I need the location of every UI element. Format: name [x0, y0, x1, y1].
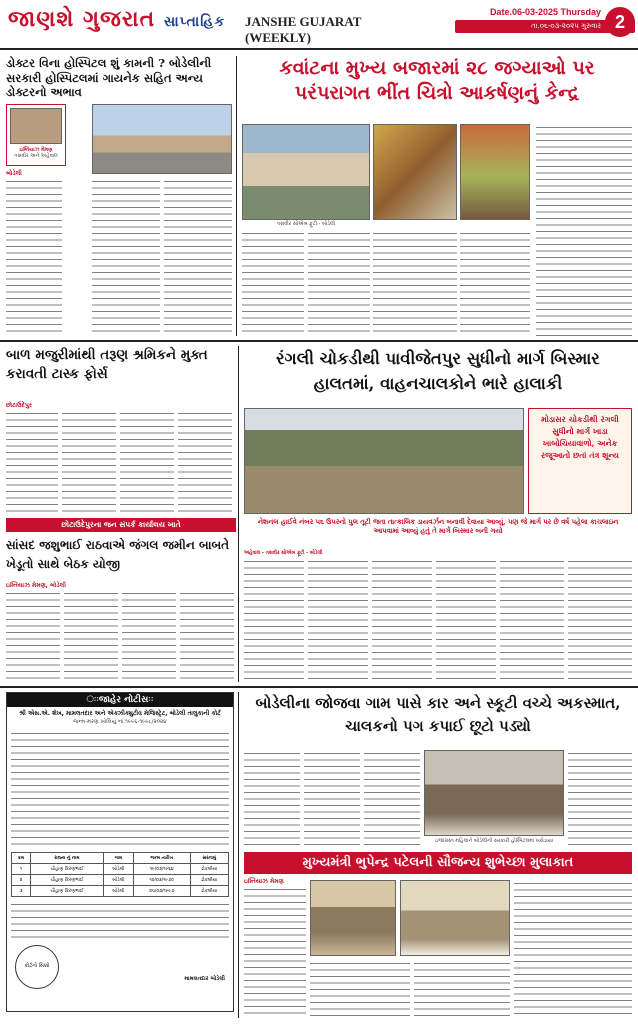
- story3-column-3: [120, 410, 174, 514]
- story1-dateline: [6, 170, 64, 178]
- date-gujarati: તા.૦૬-૦૩-૨૦૨૫ ગુરુવાર: [455, 20, 635, 33]
- story7-reporter-name: ઇમ્તિયાઝ મેમણ: [244, 878, 284, 885]
- table-row: [12, 886, 229, 897]
- story4-column-6: [568, 558, 632, 682]
- story2-column-1: [242, 230, 304, 336]
- column-divider: [236, 56, 237, 336]
- story4-column-4: [436, 558, 496, 682]
- story1-reporter-name: ઇમ્તિયાઝ મેમણ: [19, 147, 53, 153]
- story4-subhead-text: નેશનલ હાઈવે નંબર ૫૬ ઉપરનો પુલ તૂટી જતા તાત્કાલિક ડાયવર્ઝન બનાવી દેવાયા આવ્યું, પણ જે માર્ગ પર છે વર્ષ પહેલા કાચલાઇન આપવામાં આવ્યું હતું તે માર્ગ બિસ્માર બની ગયો: [257, 518, 619, 535]
- story7-headline-text: મુખ્યમંત્રી ભુપેન્દ્ર પટેલની સૌજન્ય શુભેચ્છા મુલાકાત: [302, 855, 574, 870]
- story5-headline: [6, 536, 236, 580]
- meeting-photo-1: [310, 880, 396, 956]
- table-cell: ૧૦/૦૩/૧૯૭૦: [133, 875, 190, 886]
- story3-column-1: [6, 410, 58, 514]
- table-cell: ૧: [12, 864, 31, 875]
- page-number: 2: [605, 7, 635, 37]
- masthead-name: JANSHE GUJARAT (WEEKLY): [245, 14, 362, 45]
- table-cell: ઢોકલીયા: [190, 864, 228, 875]
- notice-title: ઃઃજાહેર નોટીસઃઃ: [7, 693, 233, 707]
- court-seal: કોર્ટનો સિક્કો: [15, 945, 59, 989]
- table-cell: ઢોકલીયા: [190, 886, 228, 897]
- story1-headline: [6, 56, 232, 100]
- table-cell: ૨: [12, 875, 31, 886]
- notice-signatory: મામલતદાર બોડેલી: [184, 976, 225, 982]
- story4-column-5: [500, 558, 564, 682]
- story6-headline-text: બોડેલીના જોજવા ગામ પાસે કાર અને સ્કૂટી વચ્ચે અકસ્માત, ચાલકનો પગ કપાઈ છૂટો પડ્યો: [255, 694, 621, 735]
- notice-col-header: ગામ: [103, 853, 133, 864]
- story6-photo-caption: ઇજાગ્રસ્ત મહિલાને બોડેલીની સરકારી હોસ્પિટલમાં ખસેડાયા: [434, 838, 554, 844]
- story2-column-4: [460, 230, 530, 336]
- story2-column-5: [536, 124, 632, 336]
- reporter-photo: [10, 108, 62, 144]
- story4-headline: [244, 346, 632, 404]
- table-cell: ૩: [12, 886, 31, 897]
- story1-column-2: [92, 178, 160, 336]
- story4-sidebar: [528, 408, 632, 514]
- table-cell: ચૌહાણ કિરણભાઈ: [30, 864, 103, 875]
- story5-reporter: [6, 582, 126, 590]
- column-divider-2: [238, 346, 239, 682]
- story5-column-4: [180, 590, 234, 680]
- table-cell: બોડેલી: [103, 864, 133, 875]
- meeting-photo-2: [400, 880, 510, 956]
- masthead: [0, 0, 638, 50]
- table-cell: ઢોકલીયા: [190, 875, 228, 886]
- story5-column-1: [6, 590, 60, 680]
- story2-headline: [242, 56, 632, 120]
- table-row: [12, 875, 229, 886]
- mural-photo-2: [373, 124, 457, 220]
- date-english: Date.06-03-2025 Thursday: [489, 7, 601, 17]
- story7-column-3: [414, 960, 510, 1018]
- story6-headline: [244, 692, 632, 746]
- story5-reporter-name: ઇમ્તિયાઝ મેમણ, બોડેલી: [6, 582, 66, 589]
- story1-dateline-text: બોડેલી: [6, 170, 22, 177]
- story6-column-3: [364, 750, 420, 848]
- story5-column-3: [122, 590, 176, 680]
- story3-dateline: [6, 402, 64, 410]
- table-cell: ચૌહાણ કિરણભાઈ: [30, 875, 103, 886]
- road-photo: [244, 408, 524, 514]
- story4-column-3: [372, 558, 432, 682]
- story3-column-2: [62, 410, 116, 514]
- story1-column-1: [6, 178, 62, 336]
- story3-headline-text: બાળ મજુરીમાંથી તરૂણ શ્રમિકને મુક્ત કરાવતી ટાસ્ક ફોર્સ: [6, 347, 208, 382]
- table-row: [12, 864, 229, 875]
- accident-photo: [424, 750, 564, 836]
- story4-byline-text: અહેવાલ - તસવીર સોએબ ફૂટી - બોડેલી: [244, 551, 323, 556]
- story2-column-2: [308, 230, 370, 336]
- mural-photo-3: [460, 124, 530, 220]
- notice-col-header: રાજ્ય નું નામ: [30, 853, 103, 864]
- story5-headline-text: સાંસદ જશુભાઈ રાઠવાએ જંગલ જમીન બાબતે ખેડૂતો સાથે બેઠક યોજી: [6, 538, 230, 571]
- story4-subhead: [244, 518, 632, 546]
- story6-column-2: [304, 750, 360, 848]
- logo-subtitle: સાપ્તાહિક: [163, 14, 226, 30]
- story4-headline-text: રંગલી ચોકડીથી પાવીજેતપુર સુધીનો માર્ગ બિસ્માર હાલતમાં, વાહનચાલકોને ભારે હાલાકી: [276, 349, 600, 393]
- notice-col-header: જન્મ તારીખ: [133, 853, 190, 864]
- notice-footer-text: [11, 901, 229, 941]
- table-cell: બોડેલી: [103, 886, 133, 897]
- date-box: [455, 7, 635, 43]
- notice-col-header: સરનામું: [190, 853, 228, 864]
- story4-byline: [244, 550, 364, 556]
- notice-col-header: ક્રમ: [12, 853, 31, 864]
- story2-photo-caption: તસવીર સોએબ ફૂટી - બોડેલી: [276, 221, 336, 227]
- story4-sidebar-text: મોડાસર ચોકડીથી રંગલી સુધીનો માર્ગ ખાડા ખાબોચિયાવાળો, અનેક રજૂઆતો છતાં તંત્ર શૂન્ય: [541, 414, 619, 460]
- story3-dateline-text: છોટાઉદેપુર: [6, 402, 32, 409]
- story1-headline-text: ડોક્ટર વિના હોસ્પિટલ શું કામની ? બોડેલીની સરકારી હોસ્પિટલમાં ગાયનેક સહિત અન્ય ડોક્ટરનો અભાવ: [6, 56, 212, 99]
- story7-column-2: [310, 960, 410, 1018]
- notice-table: [11, 852, 229, 897]
- logo-text: જાણશે ગુજરાત: [8, 6, 156, 32]
- table-cell: ૧૯/૦૩/૧૯૬૪: [133, 864, 190, 875]
- section-divider-1: [0, 340, 638, 342]
- story4-column-2: [308, 558, 368, 682]
- story5-kicker: છોટાઉદેપુરના જન સંપર્ક કાર્યાલય ખાતે: [61, 520, 181, 529]
- story1-reporter-box: [6, 104, 66, 166]
- story5-kicker-bar: [6, 518, 236, 532]
- section-divider-2: [0, 686, 638, 688]
- public-notice: [6, 692, 234, 1012]
- table-cell: બોડેલી: [103, 875, 133, 886]
- story6-column-4: [568, 750, 632, 848]
- table-cell: ચૌહાણ કિરણભાઈ: [30, 886, 103, 897]
- masthead-logo: [8, 6, 238, 46]
- story2-column-3: [373, 230, 457, 336]
- notice-table-header: [12, 853, 229, 864]
- notice-court: શ્રી એસ.એ. શેખ, મામલતદાર અને એક્ઝીક્યુટીવ મેજિસ્ટ્રેટ, બોડેલી તાલુકાની કોર્ટ: [19, 710, 221, 717]
- column-divider-3: [238, 692, 239, 1018]
- story7-column-1: [244, 886, 306, 1018]
- notice-body: [11, 730, 229, 850]
- story1-column-3: [164, 178, 232, 336]
- story4-column-1: [244, 558, 304, 682]
- story7-column-4: [514, 880, 632, 1018]
- story6-column-1: [244, 750, 300, 848]
- hospital-photo: [92, 104, 232, 174]
- mural-photo-1: [242, 124, 370, 220]
- notice-signature-row: [7, 943, 233, 991]
- story5-column-2: [64, 590, 118, 680]
- notice-case-number: જન્મ-મરણ ખોલિયું નાં.૧૯૯૬-૧૯૯૮/૨૦૨૪: [73, 719, 167, 725]
- story3-headline: [6, 346, 232, 400]
- story3-column-4: [178, 410, 232, 514]
- story1-reporter-caption: તસવીર અને અહેવાલ: [14, 153, 58, 159]
- story7-headline-bar: [244, 852, 632, 874]
- story2-headline-text: કવાંટના મુખ્ય બજારમાં ૨૮ જગ્યાઓ પર પરંપરાગત ભીંત ચિત્રો આકર્ષણનું કેન્દ્ર: [279, 57, 595, 104]
- table-cell: ૨૫/૦૩/૧૯૯૭: [133, 886, 190, 897]
